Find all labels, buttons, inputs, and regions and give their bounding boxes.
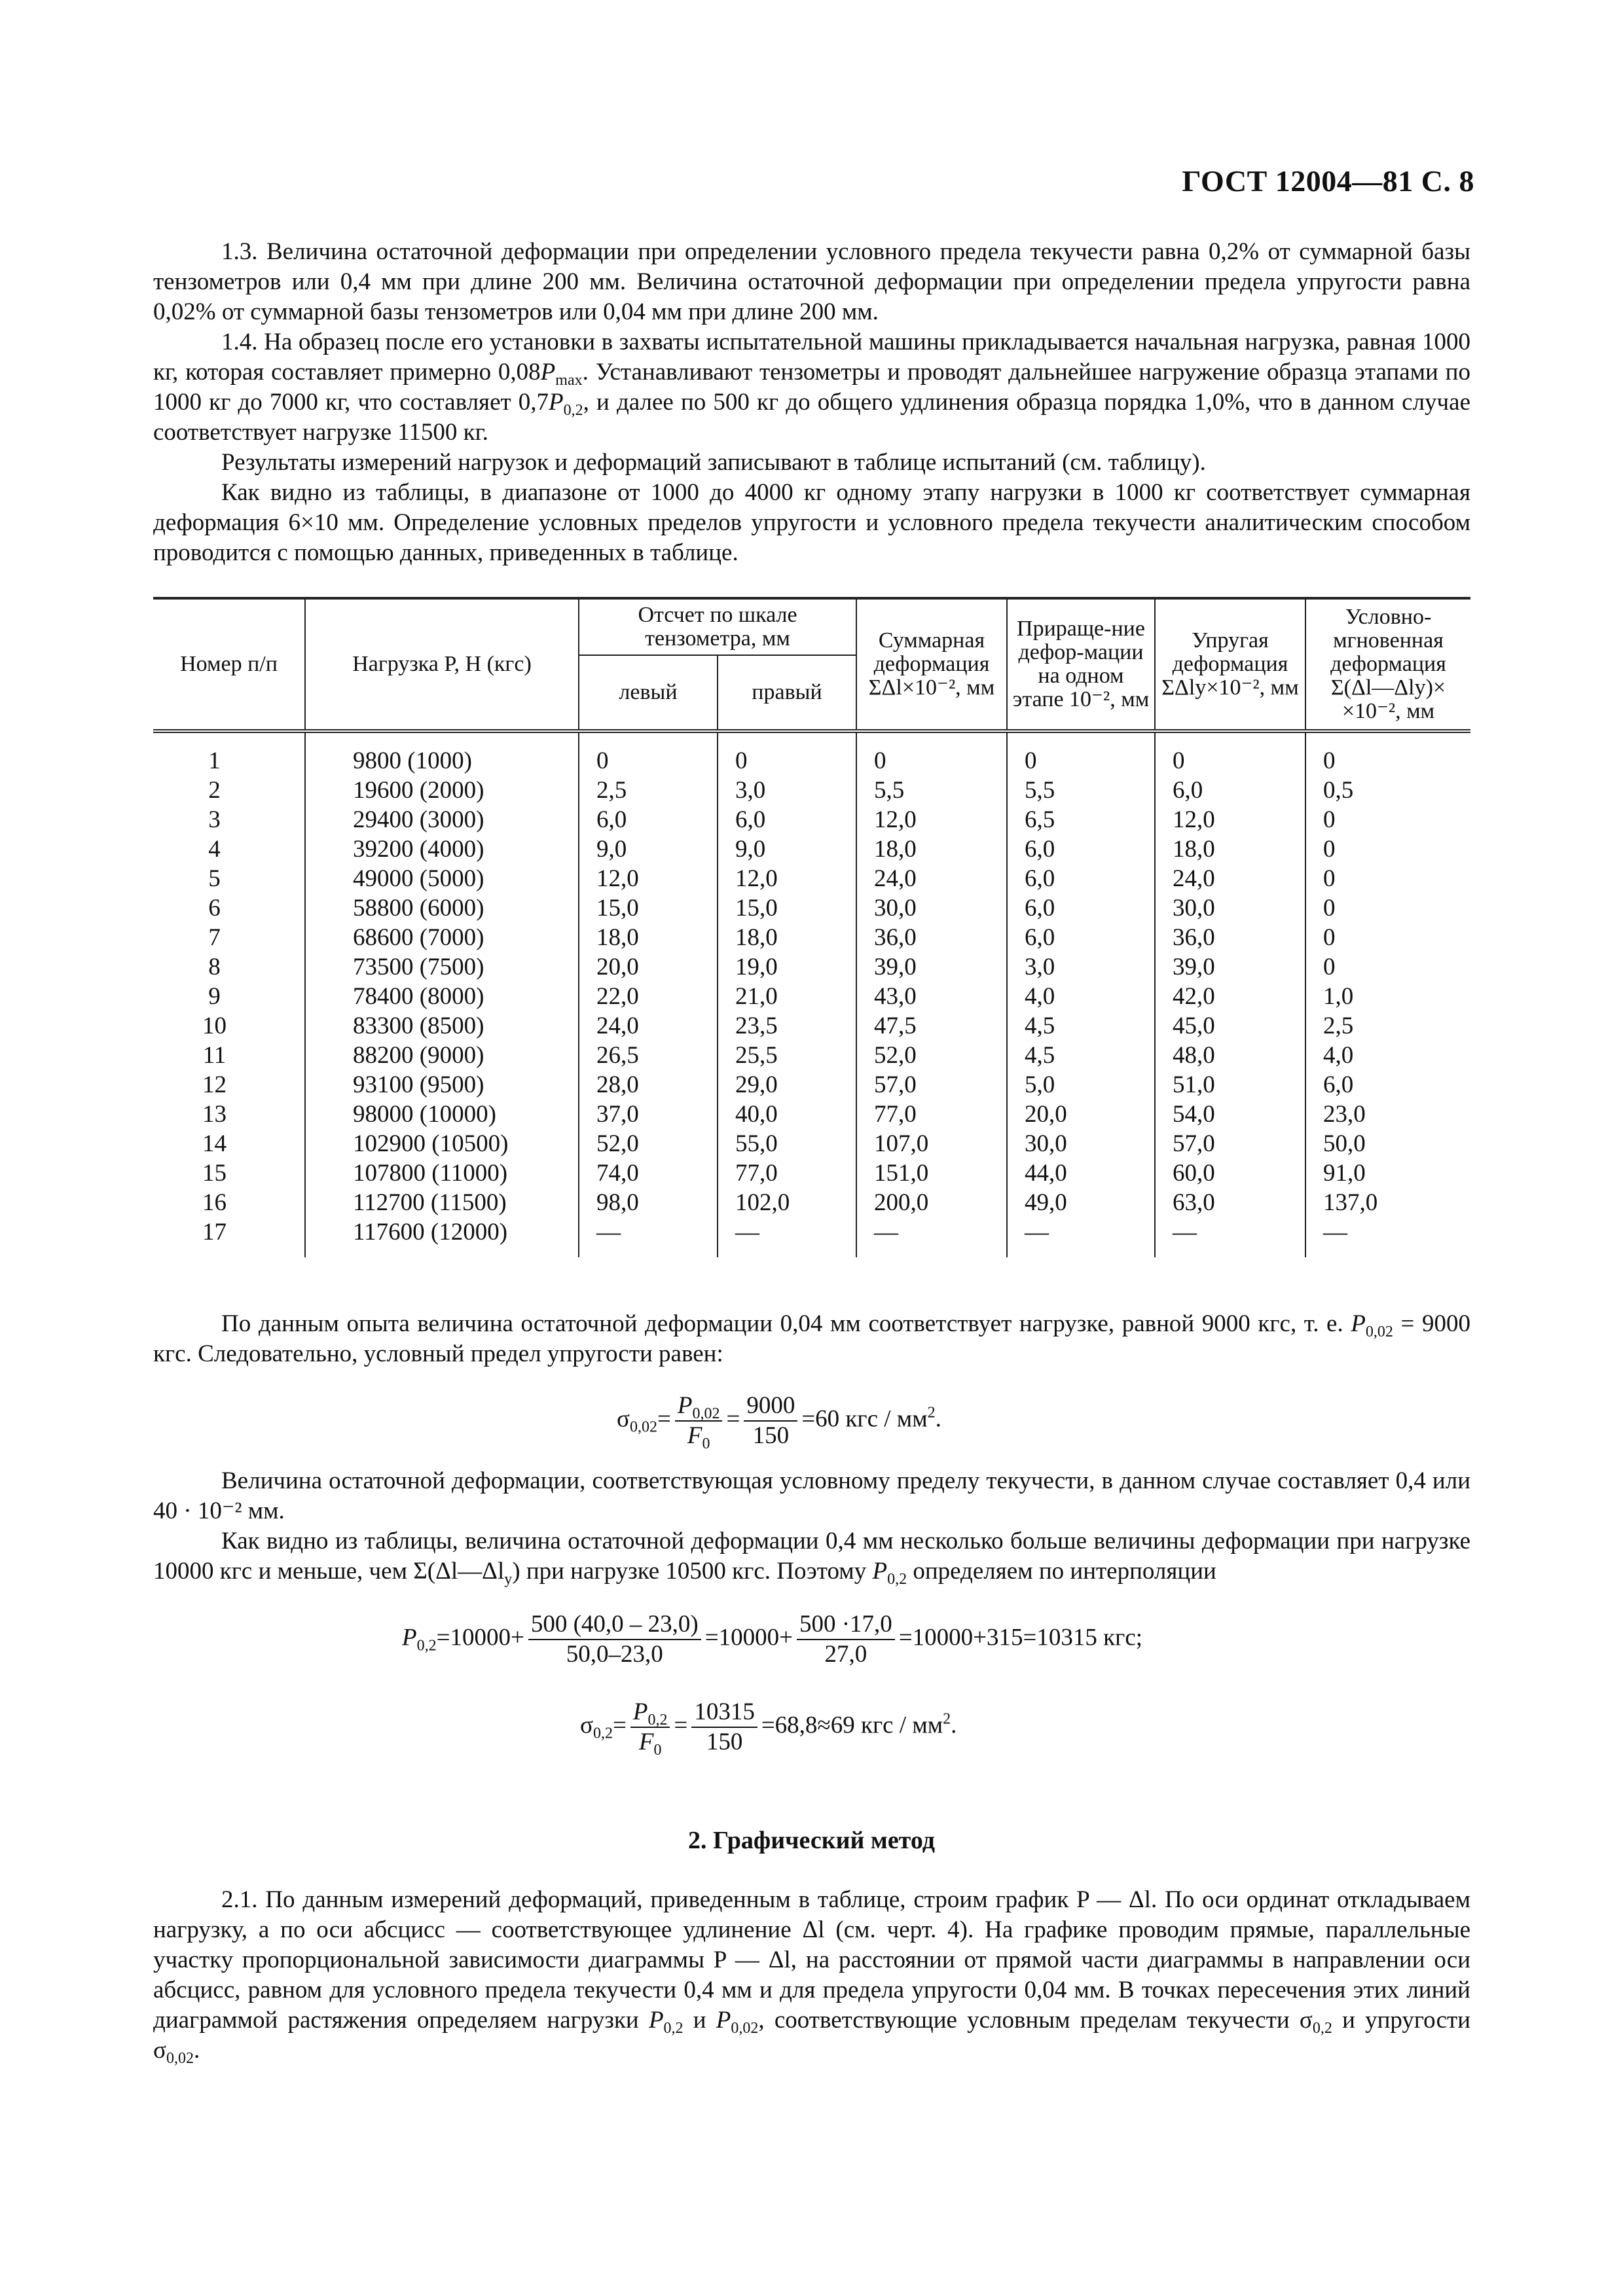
table-cell: 39,0	[856, 952, 1007, 982]
table-cell: 11	[202, 1042, 227, 1069]
table-cell: 0,5	[1305, 776, 1470, 805]
formula-part-a: =10000+	[436, 1624, 524, 1651]
table-cell: —	[1305, 1217, 1470, 1257]
table-cell: 23,0	[1305, 1100, 1470, 1129]
table-cell: 63,0	[1155, 1188, 1305, 1217]
table-cell: 21,0	[718, 982, 856, 1011]
table-cell: 42,0	[1155, 982, 1305, 1011]
table-cell: 29,0	[718, 1070, 856, 1100]
table-cell: 6,0	[1007, 893, 1155, 923]
table-cell: 107800 (11000)	[305, 1158, 579, 1188]
table-cell: —	[1007, 1217, 1155, 1257]
table-cell: 18,0	[579, 923, 718, 952]
table-cell: 20,0	[1007, 1100, 1155, 1129]
p7-part-a: Как видно из таблицы, величина остаточной деформации 0,4 мм несколько больше величины деформации при нагрузке 10000 кгс и меньше, чем Σ(Δl—Δl	[153, 1528, 1470, 1585]
p2-part-c: , и далее по 500 кг до общего удлинения образца порядка 1,0%, что в данном случае соответствует нагрузке 11500 кг.	[153, 389, 1470, 446]
table-cell: 50,0	[1305, 1129, 1470, 1158]
table-cell: 151,0	[856, 1158, 1007, 1188]
table-row	[153, 1188, 1470, 1217]
table-cell: 24,0	[856, 864, 1007, 893]
analysis-text	[153, 1309, 1470, 1369]
paragraph-p002	[153, 1309, 1470, 1369]
table-cell: 6,5	[1007, 805, 1155, 834]
table-cell: 20,0	[579, 952, 718, 982]
table-cell: 23,5	[718, 1011, 856, 1041]
p5-sub: 0,02	[1365, 1323, 1393, 1340]
table-cell: 9,0	[579, 834, 718, 864]
table-cell: 30,0	[1007, 1129, 1155, 1158]
table-cell: 47,5	[856, 1011, 1007, 1041]
table-row	[153, 731, 1470, 776]
table-body	[153, 731, 1470, 1257]
table-cell: 19600 (2000)	[305, 776, 579, 805]
fraction-p-f: $\frac{P_{0,02}}{F_0}$	[675, 1391, 723, 1450]
table-cell: 98,0	[579, 1188, 718, 1217]
sigma-sub: 0,02	[629, 1418, 657, 1436]
fraction-values	[691, 1698, 757, 1757]
frac-den: 150	[752, 1422, 790, 1449]
table-cell: 30,0	[856, 893, 1007, 923]
header-elastic: Упругая деформация ΣΔlу×10⁻², мм	[1155, 598, 1305, 731]
table-row	[153, 982, 1470, 1011]
table-cell: 8	[208, 954, 221, 980]
table-cell: 10	[202, 1013, 227, 1039]
table-cell: 25,5	[718, 1041, 856, 1070]
table-cell: 6,0	[579, 805, 718, 834]
table-cell: 77,0	[718, 1158, 856, 1188]
table-cell: 43,0	[856, 982, 1007, 1011]
table-cell: 6,0	[1007, 864, 1155, 893]
p-symbol: P	[1351, 1310, 1366, 1337]
table-cell: 44,0	[1007, 1158, 1155, 1188]
header-reading: Отсчет по шкале тензометра, мм	[579, 598, 856, 655]
table-cell: 78400 (8000)	[305, 982, 579, 1011]
table-cell: 4,5	[1007, 1041, 1155, 1070]
table-cell: 1	[208, 747, 221, 774]
table-cell: 2	[208, 777, 221, 804]
frac-num: 10315	[691, 1698, 757, 1728]
paragraph-residual: Величина остаточной деформации, соответствующая условному пределу текучести, в данном случае составляет 0,4 или 40 · 10⁻² мм.	[153, 1467, 1470, 1524]
table-cell: 15,0	[718, 893, 856, 923]
table-cell: 77,0	[856, 1100, 1007, 1129]
table-cell: 39200 (4000)	[305, 834, 579, 864]
table-cell: 39,0	[1155, 952, 1305, 982]
table-row	[153, 893, 1470, 923]
table-cell: 12,0	[579, 864, 718, 893]
table-cell: 107,0	[856, 1129, 1007, 1158]
p7-sub2: 0,2	[887, 1571, 907, 1588]
frac-num: 500 (40,0 – 23,0)	[528, 1610, 701, 1640]
table-cell: 60,0	[1155, 1158, 1305, 1188]
table-row	[153, 864, 1470, 893]
header-right: правый	[718, 655, 856, 731]
table-cell: 0	[1007, 731, 1155, 776]
p2-part-a: 1.4. На образец после его установки в захваты испытательной машины прикладывается начальная нагрузка, равная 1000 кг, которая составляет примерно 0,08	[153, 329, 1470, 386]
intro-text	[153, 237, 1470, 568]
table-cell: 0	[1155, 731, 1305, 776]
table-cell: 51,0	[1155, 1070, 1305, 1100]
table-cell: 6,0	[1007, 834, 1155, 864]
header-sum-deformation: Суммарная деформация ΣΔl×10⁻², мм	[856, 598, 1007, 731]
table-cell: 16	[202, 1189, 227, 1216]
pmax-sub: max	[555, 372, 583, 389]
table-cell: 91,0	[1305, 1158, 1470, 1188]
paragraph-results: Результаты измерений нагрузок и деформаций записывают в таблице испытаний (см. таблицу).	[221, 449, 1206, 476]
analysis-text-2	[153, 1466, 1470, 1587]
header-left: левый	[579, 655, 718, 731]
table-row	[153, 1070, 1470, 1100]
sigma-symbol: σ	[580, 1712, 593, 1739]
table-cell: 26,5	[579, 1041, 718, 1070]
paragraph-2-1: 2.1. По данным измерений деформаций, приведенным в таблице, строим график P — Δl. По оси ординат откладываем нагрузку, а по оси абсцисс — соответствующее удлинение Δl (см. черт. 4). На графике проводим прямые, параллельные участку пропорциональной зависимости диаграммы P — Δl, на расстоянии от прямой части диаграммы в направлении оси абсцисс, равном для условного предела текучести 0,4 мм и для предела упругости 0,04 мм. В точках пересечения этих линий диаграммой растяжения определяем нагрузки $P_{0,2}$ и $P_{0,02}$, соответствующие условным пределам текучести $\sigma_{0,2}$ и упругости $\sigma_{0,02}$.	[153, 1886, 1470, 2067]
table-cell: 5	[208, 865, 221, 892]
table-cell: —	[1155, 1217, 1305, 1257]
table-row	[153, 1011, 1470, 1041]
table-cell: —	[579, 1217, 718, 1257]
frac-den-sub: 0	[653, 1742, 662, 1759]
table-cell: 40,0	[718, 1100, 856, 1129]
table-row	[153, 805, 1470, 834]
table-cell: 112700 (11500)	[305, 1188, 579, 1217]
table-cell: 48,0	[1155, 1041, 1305, 1070]
s2-part-c: и упругости	[1332, 2007, 1470, 2034]
fraction-p-f: $\frac{P_{0,2}}{F_0}$	[630, 1698, 670, 1757]
p-symbol: P	[549, 389, 564, 416]
table-cell: 102,0	[718, 1188, 856, 1217]
table-row	[153, 776, 1470, 805]
table-cell: 57,0	[1155, 1129, 1305, 1158]
table-cell: 12	[202, 1071, 227, 1098]
table-cell: 54,0	[1155, 1100, 1305, 1129]
paragraph-table-intro: Как видно из таблицы, в диапазоне от 1000 до 4000 кг одному этапу нагрузки в 1000 кг соответствует суммарная деформация 6×10 мм. Определение условных пределов упругости и условного предела текучести аналитическим способом проводится с помощью данных, приведенных в таблице.	[153, 479, 1470, 566]
table-cell: 36,0	[856, 923, 1007, 952]
formula-result: =68,8≈69 кгс / мм	[761, 1712, 943, 1739]
table-cell: —	[856, 1217, 1007, 1257]
table-cell: 17	[202, 1219, 227, 1246]
frac-num-sub: 0,02	[692, 1405, 720, 1422]
table-cell: 3,0	[1007, 952, 1155, 982]
p02-formula-sub: 0,2	[416, 1637, 437, 1655]
table-cell: 74,0	[579, 1158, 718, 1188]
header-number: Номер п/п	[153, 598, 305, 731]
table-cell: 9,0	[718, 834, 856, 864]
table-cell: 117600 (12000)	[305, 1217, 579, 1257]
table-cell: 5,0	[1007, 1070, 1155, 1100]
s2-sub-c: 0,2	[1312, 2020, 1332, 2037]
table-cell: 0	[1305, 805, 1470, 834]
s2-part-b: , соответствующие условным пределам текучести	[758, 2007, 1300, 2034]
p7-part-c: определяем по интерполяции	[907, 1558, 1216, 1585]
table-cell: 22,0	[579, 982, 718, 1011]
table-cell: 12,0	[856, 805, 1007, 834]
graphic-method-text	[153, 1885, 1470, 2066]
formula-part-c: =10000+315=10315 кгс;	[898, 1624, 1143, 1651]
s2-end: .	[193, 2037, 200, 2064]
table-cell: 9	[208, 983, 221, 1010]
frac-num-sub: 0,2	[647, 1712, 668, 1729]
table-row	[153, 1129, 1470, 1158]
s2-part-a: 2.1. По данным измерений деформаций, приведенным в таблице, строим график P — Δl. По оси ординат откладываем нагрузку, а по оси абсцисс — соответствующее удлинение Δl (см. черт. 4). На графике проводим прямые, параллельные участку пропорциональной зависимости диаграммы P — Δl, на расстоянии от прямой части диаграммы в направлении оси абсцисс, равном для условного предела текучести 0,4 мм и для предела упругости 0,04 мм. В точках пересечения этих линий диаграммой растяжения определяем нагрузки	[153, 1886, 1470, 2034]
table-cell: 12,0	[718, 864, 856, 893]
section-heading-graphic-method: 2. Графический метод	[688, 1827, 935, 1854]
table-cell: 45,0	[1155, 1011, 1305, 1041]
table-cell: 13	[202, 1101, 227, 1128]
p5-part-b: = 9000 кгс. Следовательно, условный предел упругости равен:	[153, 1310, 1470, 1367]
table-cell: 58800 (6000)	[305, 893, 579, 923]
table-cell: 1,0	[1305, 982, 1470, 1011]
paragraph-interpolation	[153, 1526, 1470, 1587]
table-cell: 52,0	[856, 1041, 1007, 1070]
table-cell: 19,0	[718, 952, 856, 982]
table-cell: 0	[856, 731, 1007, 776]
table-cell: 4,0	[1007, 982, 1155, 1011]
formula-sup: 2	[943, 1710, 951, 1728]
table-cell: 4,0	[1305, 1041, 1470, 1070]
fraction-interp-2	[797, 1610, 895, 1669]
table-cell: 9800 (1000)	[305, 731, 579, 776]
fraction-values	[744, 1391, 797, 1450]
table-cell: 37,0	[579, 1100, 718, 1129]
formula-part-b: =10000+	[704, 1624, 793, 1651]
table-cell: 68600 (7000)	[305, 923, 579, 952]
table-cell: 137,0	[1305, 1188, 1470, 1217]
table-cell: 30,0	[1155, 893, 1305, 923]
table-cell: 36,0	[1155, 923, 1305, 952]
table-cell: 55,0	[718, 1129, 856, 1158]
table-cell: 15,0	[579, 893, 718, 923]
table-cell: 15	[202, 1160, 227, 1187]
frac-den: 50,0–23,0	[566, 1641, 663, 1668]
formula-result: =60 кгс / мм	[801, 1405, 928, 1433]
table-cell: 18,0	[856, 834, 1007, 864]
frac-num: 500 ·17,0	[797, 1610, 895, 1640]
formula-sigma-02: $\sigma_{0,2}=$ $\frac{P_{0,2}}{F_0}$ = $\frac{10315}{150}$ =68,8≈69 кгс / $мм^2$.	[580, 1698, 957, 1759]
formula-p02: $P_{0,2}=10000+$ $\frac{500 (40,0 - 23,0)}{50,0-23,0}$ =10000+ $\frac{500 \cdot 17,0}{27,0}$ =10000+315=10315 кгс;	[402, 1611, 1143, 1668]
table-cell: 4	[208, 836, 221, 863]
table-cell: —	[718, 1217, 856, 1257]
header-load: Нагрузка P, Н (кгс)	[305, 598, 579, 731]
table-cell: 6,0	[1305, 1070, 1470, 1100]
p-symbol: P	[540, 359, 556, 386]
table-cell: 52,0	[579, 1129, 718, 1158]
table-cell: 18,0	[718, 923, 856, 952]
table-cell: 5,5	[856, 776, 1007, 805]
table-row	[153, 1217, 1470, 1257]
p7-part-b: ) при нагрузке 10500 кгс. Поэтому	[512, 1558, 873, 1585]
table-cell: 6,0	[718, 805, 856, 834]
table-cell: 3	[208, 806, 221, 833]
table-cell: 6,0	[1155, 776, 1305, 805]
table-cell: 29400 (3000)	[305, 805, 579, 834]
table-cell: 0	[1305, 864, 1470, 893]
frac-den: 27,0	[824, 1641, 867, 1668]
p-symbol: P	[872, 1558, 888, 1585]
table-row	[153, 1158, 1470, 1188]
sigma-symbol: σ	[617, 1405, 630, 1433]
table-cell: 2,5	[579, 776, 718, 805]
table-cell: 0	[1305, 731, 1470, 776]
table-cell: 24,0	[1155, 864, 1305, 893]
fraction-interp-1	[528, 1610, 701, 1669]
table-cell: 18,0	[1155, 834, 1305, 864]
sigma-sub: 0,2	[593, 1725, 613, 1742]
p2-part-b: . Устанавливают тензометры и проводят дальнейшее нагружение образца этапами по 1000 кг до 7000 кг, что составляет 0,7	[153, 359, 1470, 416]
table-cell: 28,0	[579, 1070, 718, 1100]
table-cell: 14	[202, 1130, 227, 1157]
table-cell: 49000 (5000)	[305, 864, 579, 893]
table-row	[153, 1100, 1470, 1129]
table-cell: 0	[1305, 893, 1470, 923]
formula-sigma-002: $\sigma_{0,02}=$ $\frac{P_{0,02}}{F_0}$ = $\frac{9000}{150}$ =60 кгс / $мм^2$.	[617, 1392, 941, 1452]
table-cell: 0	[579, 731, 718, 776]
table-cell: 88200 (9000)	[305, 1041, 579, 1070]
s2-sub-d: 0,02	[166, 2050, 194, 2067]
table-cell: 93100 (9500)	[305, 1070, 579, 1100]
frac-den-sub: 0	[702, 1435, 710, 1452]
s2-sub-b: 0,02	[731, 2020, 759, 2037]
test-results-table	[153, 597, 1470, 1257]
frac-num: 9000	[744, 1391, 797, 1422]
table-cell: 98000 (10000)	[305, 1100, 579, 1129]
table-cell: 4,5	[1007, 1011, 1155, 1041]
table-cell: 102900 (10500)	[305, 1129, 579, 1158]
table-row	[153, 923, 1470, 952]
table-cell: 2,5	[1305, 1011, 1470, 1041]
table-cell: 0	[718, 731, 856, 776]
p5-part-a: По данным опыта величина остаточной деформации 0,04 мм соответствует нагрузке, равной 9000 кгс, т. е.	[221, 1310, 1351, 1337]
table-cell: 57,0	[856, 1070, 1007, 1100]
page-header: ГОСТ 12004—81 С. 8	[1182, 164, 1474, 198]
paragraph-1-3: 1.3. Величина остаточной деформации при определении условного предела текучести равна 0,2% от суммарной базы тензометров или 0,4 мм при длине 200 мм. Величина остаточной деформации при определении предела упругости равна 0,02% от суммарной базы тензометров или 0,04 мм при длине 200 мм.	[153, 238, 1470, 325]
table-row	[153, 952, 1470, 982]
table-cell: 73500 (7500)	[305, 952, 579, 982]
s2-and: и	[683, 2007, 716, 2034]
table-cell: 6,0	[1007, 923, 1155, 952]
table-cell: 6	[208, 895, 221, 922]
p7-sub: у	[504, 1571, 513, 1588]
table-cell: 200,0	[856, 1188, 1007, 1217]
p02-sub: 0,2	[563, 402, 583, 419]
table-cell: 3,0	[718, 776, 856, 805]
header-increment: Прираще-ние дефор-мации на одном этапе 10⁻², мм	[1007, 598, 1155, 731]
table-cell: 24,0	[579, 1011, 718, 1041]
table-cell: 12,0	[1155, 805, 1305, 834]
table-cell: 0	[1305, 952, 1470, 982]
table-cell: 5,5	[1007, 776, 1155, 805]
table-row	[153, 834, 1470, 864]
paragraph-1-4	[153, 327, 1470, 448]
s2-sub-a: 0,2	[663, 2020, 684, 2037]
table-cell: 83300 (8500)	[305, 1011, 579, 1041]
table-cell: 49,0	[1007, 1188, 1155, 1217]
table-row	[153, 1041, 1470, 1070]
table-cell: 0	[1305, 923, 1470, 952]
table-cell: 0	[1305, 834, 1470, 864]
frac-den: 150	[706, 1729, 743, 1755]
formula-sup: 2	[927, 1404, 936, 1422]
table-cell: 7	[208, 924, 221, 951]
header-instant: Условно-мгновенная деформация Σ(Δl—Δlу)× ×10⁻², мм	[1305, 598, 1470, 731]
